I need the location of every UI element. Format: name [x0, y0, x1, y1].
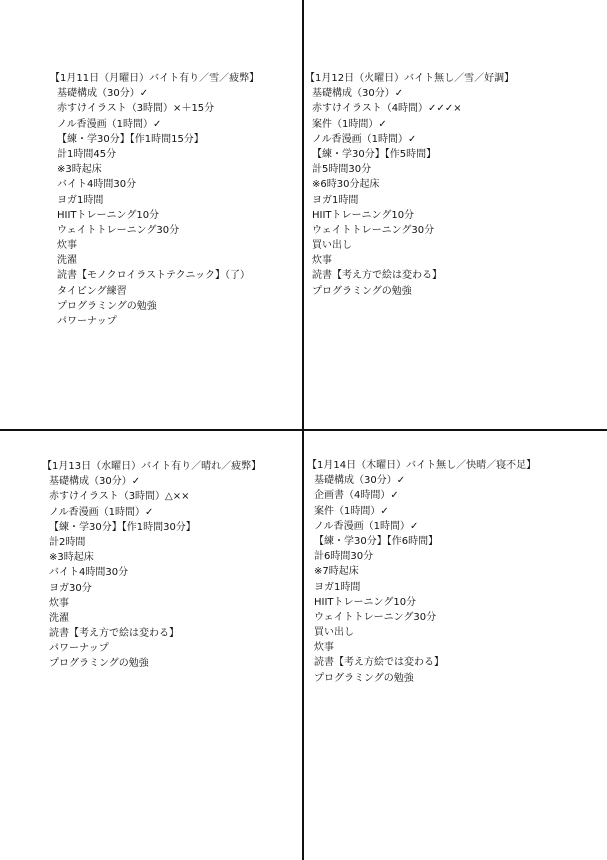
- list-item: 炊事: [314, 642, 334, 654]
- list-item: 計5時間30分: [312, 164, 372, 176]
- list-item: 炊事: [312, 255, 332, 267]
- list-item: ヨガ1時間: [312, 194, 359, 206]
- list-item: 買い出し: [312, 240, 352, 252]
- day-title: 【1月12日（火曜日）バイト無し／雪／好調】: [305, 73, 515, 84]
- list-item: ノル香漫画（1時間）✓: [314, 520, 419, 532]
- list-item: パワーナップ: [57, 316, 117, 327]
- list-item: 計1時間45分: [57, 148, 117, 160]
- day-block-jan-11: [50, 71, 259, 329]
- list-item: 炊事: [57, 240, 77, 252]
- horizontal-divider: [0, 429, 607, 431]
- list-item: ウェイトトレーニング30分: [314, 611, 437, 623]
- list-item: ノル香漫画（1時間）✓: [312, 133, 417, 145]
- list-item: 計2時間: [49, 536, 86, 548]
- list-item: 【練・学30分】【作5時間】: [312, 148, 437, 160]
- list-item: ヨガ30分: [49, 582, 92, 594]
- day-block-jan-12: [305, 71, 514, 299]
- list-item: 【練・学30分】【作1時間15分】: [57, 133, 204, 145]
- list-item: プログラミングの勉強: [314, 672, 414, 684]
- list-item: 炊事: [49, 597, 69, 609]
- list-item: ノル香漫画（1時間）✓: [57, 118, 162, 130]
- list-item: HIITトレーニング10分: [314, 596, 417, 608]
- list-item: プログラミングの勉強: [49, 658, 149, 670]
- list-item: 企画書（4時間）✓: [314, 490, 399, 502]
- list-item: 読書【考え方絵では変わる】: [314, 657, 444, 669]
- list-item: 【練・学30分】【作6時間】: [314, 535, 439, 547]
- task-list: [307, 473, 536, 686]
- day-block-jan-13: [42, 459, 261, 672]
- list-item: 読書【考え方で絵は変わる】: [49, 628, 179, 640]
- list-item: ウェイトトレーニング30分: [312, 224, 435, 236]
- day-block-jan-14: [307, 458, 536, 686]
- task-list: [50, 86, 259, 329]
- day-title: 【1月11日（月曜日）バイト有り／雪／疲弊】: [50, 73, 260, 84]
- list-item: 洗濯: [57, 255, 77, 267]
- list-item: 【練・学30分】【作1時間30分】: [49, 521, 196, 533]
- list-item: 基礎構成（30分）✓: [312, 88, 404, 100]
- list-item: 洗濯: [49, 612, 69, 624]
- list-item: 計6時間30分: [314, 551, 374, 563]
- list-item: ※3時起床: [49, 552, 94, 564]
- list-item: ヨガ1時間: [57, 194, 104, 206]
- list-item: HIITトレーニング10分: [312, 209, 415, 221]
- list-item: プログラミングの勉強: [57, 300, 157, 312]
- list-item: 基礎構成（30分）✓: [49, 476, 141, 488]
- list-item: 赤すけイラスト（4時間）✓✓✓×: [312, 103, 462, 115]
- list-item: 読書【考え方で絵は変わる】: [312, 270, 442, 282]
- list-item: 基礎構成（30分）✓: [314, 475, 406, 487]
- list-item: バイト4時間30分: [49, 567, 129, 579]
- list-item: 買い出し: [314, 627, 354, 639]
- list-item: パワーナップ: [49, 643, 109, 655]
- day-title: 【1月13日（水曜日）バイト有り／晴れ／疲弊】: [42, 461, 262, 472]
- task-list: [42, 474, 261, 671]
- list-item: ※7時起床: [314, 566, 359, 578]
- list-item: ウェイトトレーニング30分: [57, 224, 180, 236]
- list-item: タイピング練習: [57, 285, 127, 297]
- list-item: バイト4時間30分: [57, 179, 137, 191]
- list-item: 読書【モノクロイラストテクニック】（了）: [57, 270, 250, 282]
- list-item: 赤すけイラスト（3時間）×＋15分: [57, 103, 215, 115]
- list-item: HIITトレーニング10分: [57, 209, 160, 221]
- list-item: 案件（1時間）✓: [312, 118, 387, 130]
- task-list: [305, 86, 514, 299]
- list-item: ※6時30分起床: [312, 179, 380, 191]
- list-item: 案件（1時間）✓: [314, 505, 389, 517]
- list-item: ノル香漫画（1時間）✓: [49, 506, 154, 518]
- day-title: 【1月14日（木曜日）バイト無し／快晴／寝不足】: [307, 460, 537, 471]
- list-item: ※3時起床: [57, 164, 102, 176]
- list-item: 赤すけイラスト（3時間）△××: [49, 491, 190, 503]
- list-item: 基礎構成（30分）✓: [57, 88, 149, 100]
- list-item: ヨガ1時間: [314, 581, 361, 593]
- list-item: プログラミングの勉強: [312, 285, 412, 297]
